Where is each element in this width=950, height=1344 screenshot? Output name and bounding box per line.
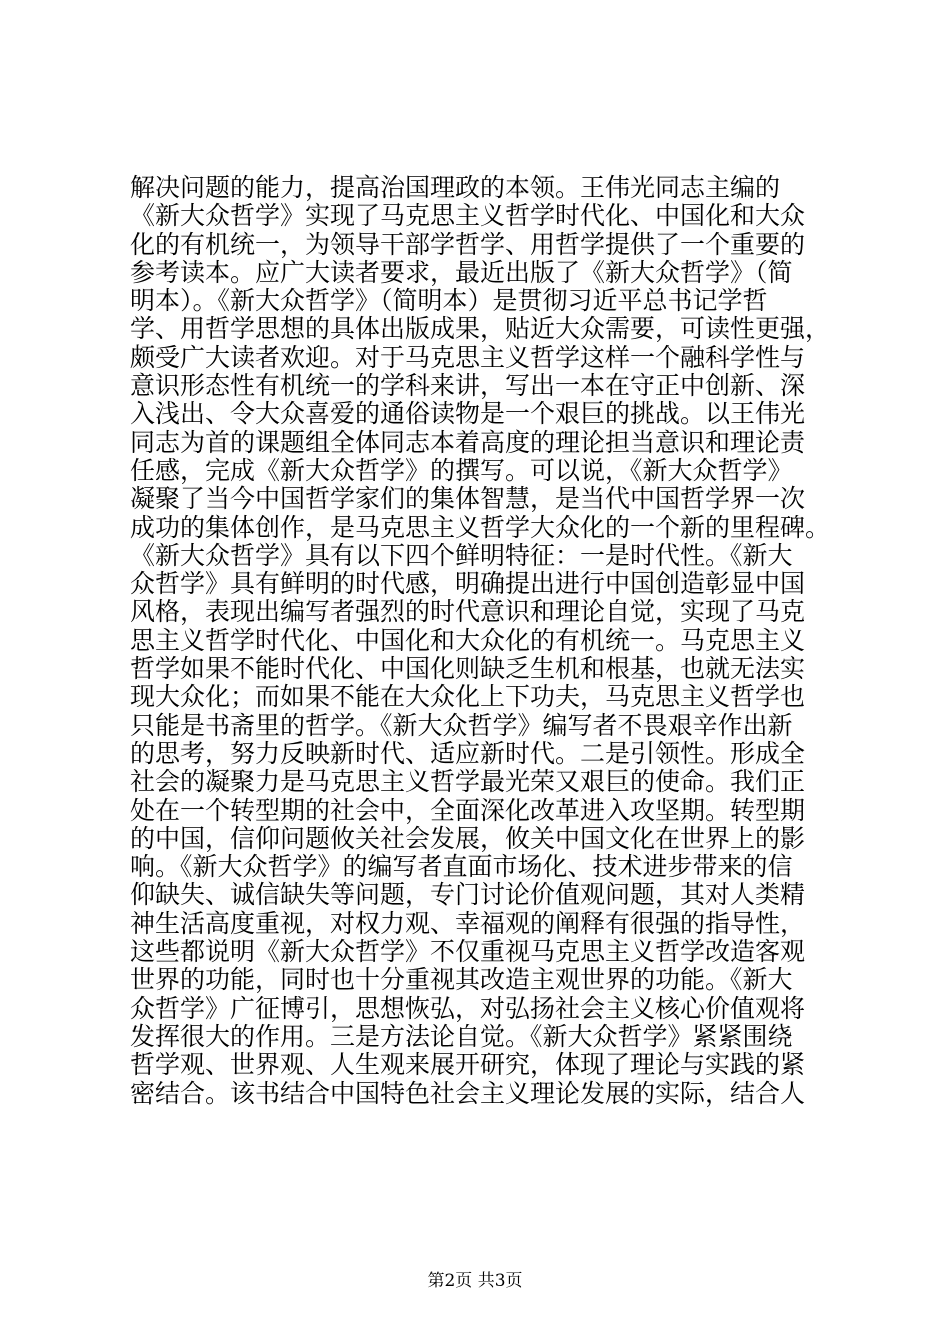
page-footer: 第2页 共3页: [427, 1271, 523, 1291]
text-line: 众哲学》具有鲜明的时代感，明确提出进行中国创造彰显中国: [130, 569, 806, 599]
text-line: 哲学如果不能时代化、中国化则缺乏生机和根基，也就无法实: [130, 654, 806, 684]
text-line: 任感，完成《新大众哲学》的撰写。可以说，《新大众哲学》: [130, 455, 793, 485]
text-line: 神生活高度重视，对权力观、幸福观的阐释有很强的指导性，: [130, 908, 806, 938]
text-line: 处在一个转型期的社会中，全面深化改革进入攻坚期。转型期: [130, 795, 806, 825]
text-line: 化的有机统一，为领导干部学哲学、用哲学提供了一个重要的: [130, 229, 806, 259]
text-line: 哲学观、世界观、人生观来展开研究，体现了理论与实践的紧: [130, 1050, 806, 1080]
text-line: 同志为首的课题组全体同志本着高度的理论担当意识和理论责: [130, 427, 806, 457]
text-line: 只能是书斋里的哲学。《新大众哲学》编写者不畏艰辛作出新: [130, 710, 793, 740]
text-line: 的中国，信仰问题攸关社会发展，攸关中国文化在世界上的影: [130, 823, 806, 853]
text-line: 发挥很大的作用。三是方法论自觉。《新大众哲学》紧紧围绕: [130, 1021, 793, 1051]
text-line: 密结合。该书结合中国特色社会主义理论发展的实际，结合人: [130, 1078, 806, 1108]
text-line: 成功的集体创作，是马克思主义哲学大众化的一个新的里程碑。: [130, 512, 831, 542]
text-line: 众哲学》广征博引，思想恢弘，对弘扬社会主义核心价值观将: [130, 993, 806, 1023]
text-line: 学、用哲学思想的具体出版成果，贴近大众需要，可读性更强，: [130, 314, 831, 344]
text-line: 这些都说明《新大众哲学》不仅重视马克思主义哲学改造客观: [130, 937, 806, 967]
text-line: 入浅出、令大众喜爱的通俗读物是一个艰巨的挑战。以王伟光: [130, 399, 806, 429]
text-line: 《新大众哲学》具有以下四个鲜明特征：一是时代性。《新大: [130, 540, 793, 570]
text-line: 《新大众哲学》实现了马克思主义哲学时代化、中国化和大众: [130, 201, 806, 231]
text-line: 仰缺失、诚信缺失等问题，专门讨论价值观问题，其对人类精: [130, 880, 806, 910]
text-line: 参考读本。应广大读者要求，最近出版了《新大众哲学》（简: [130, 257, 793, 287]
text-line: 风格，表现出编写者强烈的时代意识和理论自觉，实现了马克: [130, 597, 806, 627]
text-line: 颇受广大读者欢迎。对于马克思主义哲学这样一个融科学性与: [130, 342, 806, 372]
body-text: [130, 174, 850, 1108]
text-line: 现大众化；而如果不能在大众化上下功夫，马克思主义哲学也: [130, 682, 806, 712]
text-line: 的思考，努力反映新时代、适应新时代。二是引领性。形成全: [130, 738, 806, 768]
text-line: 社会的凝聚力是马克思主义哲学最光荣又艰巨的使命。我们正: [130, 767, 806, 797]
text-line: 世界的功能，同时也十分重视其改造主观世界的功能。《新大: [130, 965, 793, 995]
text-line: 意识形态性有机统一的学科来讲，写出一本在守正中创新、深: [130, 371, 806, 401]
text-line: 响。《新大众哲学》的编写者直面市场化、技术进步带来的信: [130, 852, 793, 882]
text-line: 解决问题的能力，提高治国理政的本领。王伟光同志主编的: [130, 173, 781, 202]
text-line: 明本）。《新大众哲学》（简明本）是贯彻习近平总书记学哲: [130, 286, 768, 316]
text-line: 思主义哲学时代化、中国化和大众化的有机统一。马克思主义: [130, 625, 806, 655]
text-line: 凝聚了当今中国哲学家们的集体智慧，是当代中国哲学界一次: [130, 484, 806, 514]
